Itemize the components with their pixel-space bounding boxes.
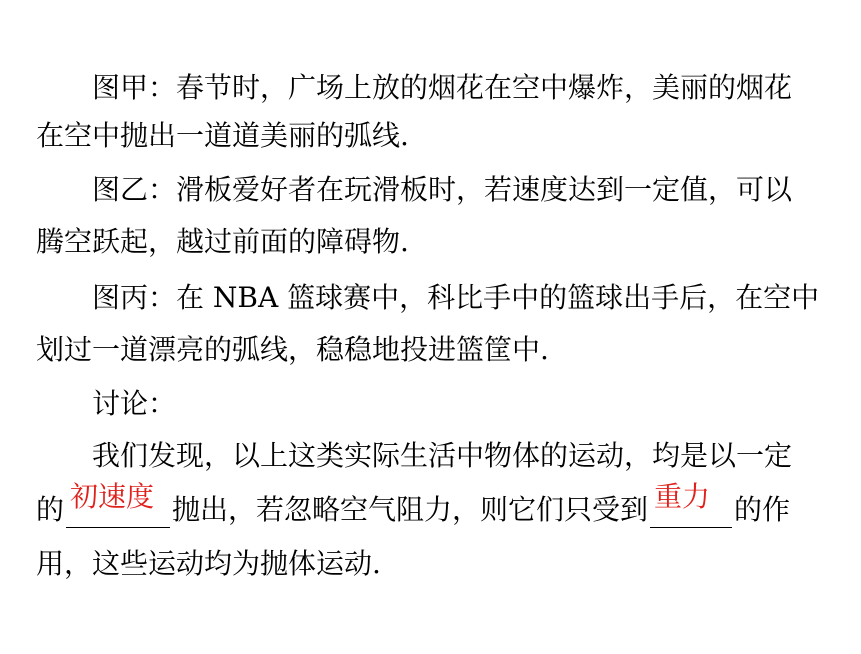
paragraph-bing-line-2: 划过一道漂亮的弧线，稳稳地投进篮筐中. bbox=[36, 333, 549, 366]
paragraph-jia-line-1: 图甲：春节时，广场上放的烟花在空中爆炸，美丽的烟花 bbox=[92, 71, 793, 104]
discussion-heading: 讨论： bbox=[92, 387, 177, 420]
discussion-line-2 bbox=[36, 480, 836, 532]
paragraph-yi-line-1: 图乙：滑板爱好者在玩滑板时，若速度达到一定值，可以 bbox=[92, 173, 793, 206]
discussion-line-2-after: 的作 bbox=[734, 493, 791, 526]
paragraph-jia-line-2: 在空中抛出一道道美丽的弧线. bbox=[36, 119, 409, 152]
paragraph-yi-line-2: 腾空跃起，越过前面的障碍物. bbox=[36, 225, 409, 258]
discussion-line-2-before: 的 bbox=[36, 493, 65, 526]
discussion-line-1: 我们发现，以上这类实际生活中物体的运动，均是以一定 bbox=[92, 439, 793, 472]
fill-blank-1 bbox=[66, 480, 170, 528]
discussion-line-2-middle: 抛出，若忽略空气阻力，则它们只受到 bbox=[172, 493, 649, 526]
fill-blank-2-answer: 重力 bbox=[654, 480, 711, 513]
fill-blank-1-answer: 初速度 bbox=[70, 480, 155, 513]
paragraph-bing-line-1: 图丙：在 NBA 篮球赛中，科比手中的篮球出手后，在空中 bbox=[92, 281, 820, 314]
discussion-line-3: 用，这些运动均为抛体运动. bbox=[36, 547, 381, 580]
fill-blank-2 bbox=[650, 480, 732, 528]
